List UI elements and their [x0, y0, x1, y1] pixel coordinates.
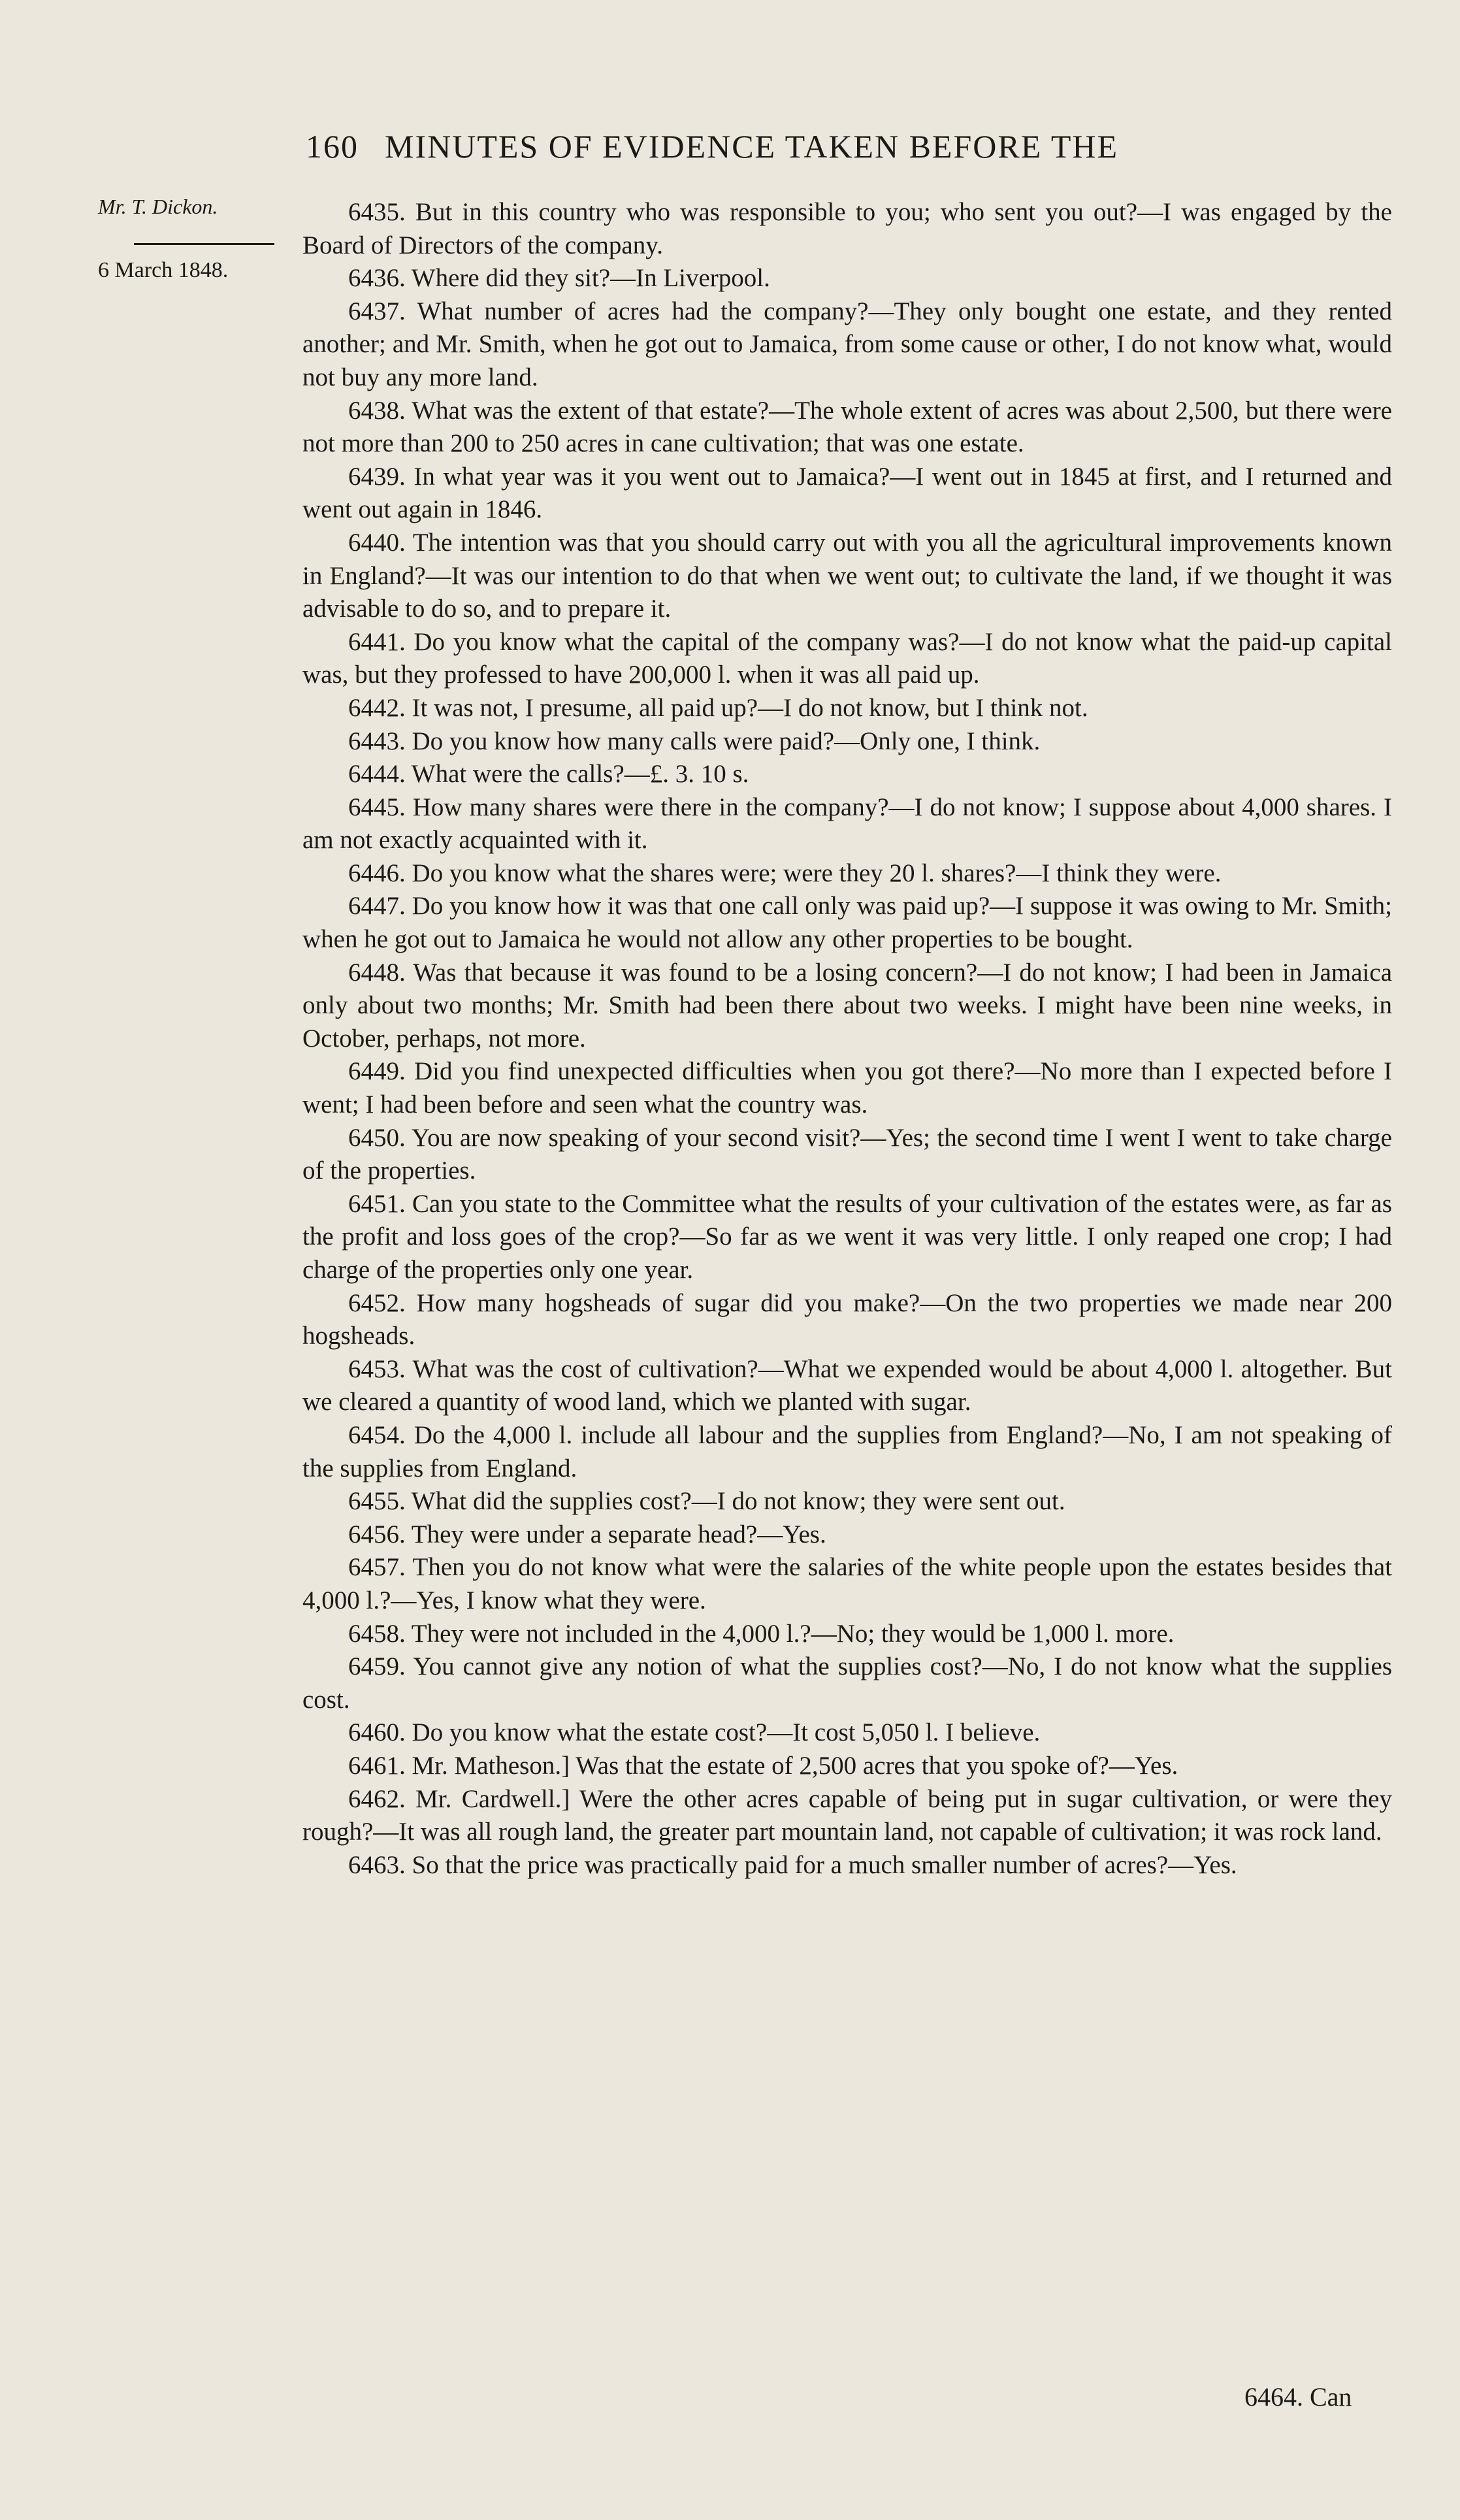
- paragraph-6463: 6463. So that the price was practically paid for a much smaller number of acres?—Yes.: [348, 1850, 1237, 1879]
- evidence-text: [302, 196, 1392, 1882]
- paragraph-6438: 6438. What was the extent of that estate?—The whole extent of acres was about 2,500, but there were not more than 200 to 250 acres in cane cultivation; that was one estate.: [302, 396, 1392, 458]
- paragraph-6443: 6443. Do you know how many calls were paid?—Only one, I think.: [348, 727, 1041, 755]
- paragraph-6436: 6436. Where did they sit?—In Liverpool.: [348, 264, 770, 293]
- paragraph-6445: 6445. How many shares were there in the company?—I do not know; I suppose about 4,000 shares. I am not exactly acquainted with it.: [302, 793, 1392, 855]
- paragraph-6454: 6454. Do the 4,000 l. include all labour and the supplies from England?—No, I am not speaking of the supplies from England.: [302, 1420, 1392, 1482]
- header-title: MINUTES OF EVIDENCE TAKEN BEFORE THE: [385, 128, 1119, 165]
- paragraph-6446: 6446. Do you know what the shares were; were they 20 l. shares?—I think they were.: [348, 859, 1222, 887]
- paragraph-6440: 6440. The intention was that you should carry out with you all the agricultural improvements known in England?—It was our intention to do that when we went out; to cultivate the land, if we thought it was advisable to do so, and to prepare it.: [302, 528, 1392, 623]
- margin-witness-name: Mr. T. Dickon.: [98, 195, 218, 218]
- paragraph-6456: 6456. They were under a separate head?—Yes.: [348, 1520, 826, 1548]
- paragraph-6441: 6441. Do you know what the capital of the company was?—I do not know what the paid-up capital was, but they professed to have 200,000 l. when it was all paid up.: [302, 627, 1392, 689]
- paragraph-6455: 6455. What did the supplies cost?—I do not know; they were sent out.: [348, 1487, 1065, 1516]
- page-number: 160: [306, 128, 359, 165]
- paragraph-6453: 6453. What was the cost of cultivation?—What we expended would be about 4,000 l. altogether. But we cleared a quantity of wood land, which we planted with sugar.: [302, 1354, 1392, 1416]
- paragraph-6444: 6444. What were the calls?—£. 3. 10 s.: [348, 760, 749, 789]
- paragraph-6458: 6458. They were not included in the 4,000 l.?—No; they would be 1,000 l. more.: [348, 1619, 1175, 1648]
- paragraph-6449: 6449. Did you find unexpected difficulties when you got there?—No more than I expected before I went; I had been before and seen what the country was.: [302, 1057, 1392, 1119]
- paragraph-6442: 6442. It was not, I presume, all paid up?—I do not know, but I think not.: [348, 693, 1088, 722]
- paragraph-6447: 6447. Do you know how it was that one call only was paid up?—I suppose it was owing to Mr. Smith; when he got out to Jamaica he would not allow any other properties to be bought.: [302, 892, 1392, 954]
- paragraph-6451: 6451. Can you state to the Committee what the results of your cultivation of the estates were, as far as the profit and loss goes of the crop?—So far as we went it was very little. I only reaped one crop; I had charge of the properties only one year.: [302, 1189, 1392, 1284]
- paragraph-6437: 6437. What number of acres had the company?—They only bought one estate, and they rented another; and Mr. Smith, when he got out to Jamaica, from some cause or other, I do not know what, would not buy any more land.: [302, 297, 1392, 391]
- paragraph-6460: 6460. Do you know what the estate cost?—It cost 5,050 l. I believe.: [348, 1718, 1041, 1747]
- running-header: [306, 127, 1273, 165]
- paragraph-6435: 6435. But in this country who was responsible to you; who sent you out?—I was engaged by the Board of Directors of the company.: [302, 198, 1392, 259]
- paragraph-6439: 6439. In what year was it you went out to Jamaica?—I went out in 1845 at first, and I returned and went out again in 1846.: [302, 462, 1392, 524]
- paragraph-6462: 6462. Mr. Cardwell.] Were the other acres capable of being put in sugar cultivation, or were they rough?—It was all rough land, the greater part mountain land, not capable of cultivation; it was rock land.: [302, 1784, 1392, 1846]
- paragraph-6459: 6459. You cannot give any notion of what the supplies cost?—No, I do not know what the supplies cost.: [302, 1652, 1392, 1714]
- paragraph-6461: 6461. Mr. Matheson.] Was that the estate of 2,500 acres that you spoke of?—Yes.: [348, 1751, 1178, 1780]
- paragraph-6452: 6452. How many hogsheads of sugar did you make?—On the two properties we made near 200 hogsheads.: [302, 1288, 1392, 1350]
- paragraph-6450: 6450. You are now speaking of your second visit?—Yes; the second time I went I went to take charge of the properties.: [302, 1123, 1392, 1185]
- paragraph-6457: 6457. Then you do not know what were the salaries of the white people upon the estates besides that 4,000 l.?—Yes, I know what they were.: [302, 1553, 1392, 1614]
- catchword: 6464. Can: [1244, 2382, 1352, 2412]
- margin-date: 6 March 1848.: [98, 258, 229, 282]
- paragraph-6448: 6448. Was that because it was found to be a losing concern?—I do not know; I had been in Jamaica only about two months; Mr. Smith had been there about two weeks. I might have been nine weeks, in October, perhaps, not more.: [302, 958, 1392, 1053]
- margin-divider: [134, 243, 274, 245]
